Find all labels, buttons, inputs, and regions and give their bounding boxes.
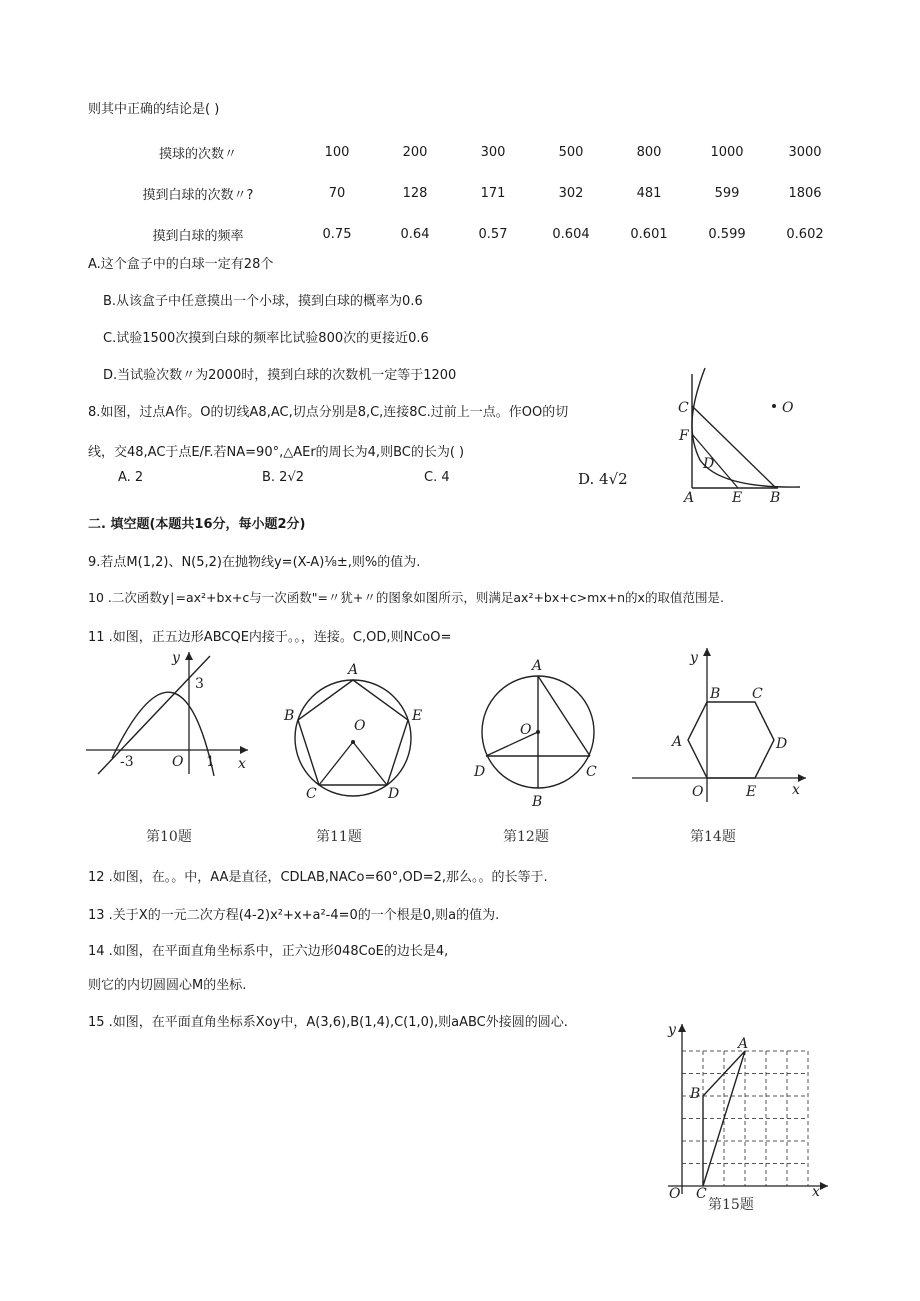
table-cell: 200 xyxy=(402,145,428,160)
q8-label-e: E xyxy=(732,490,743,504)
q8-option-b: B. 2√2 xyxy=(262,470,305,485)
table-cell: 0.602 xyxy=(786,227,824,242)
q8-label-o: O xyxy=(782,400,794,416)
table-cell: 128 xyxy=(402,186,428,201)
fig14-label-o: O xyxy=(692,784,704,800)
fig12-label-c: C xyxy=(586,764,597,780)
q15-text: 15 .如图，在平面直角坐标系Xoy中，A(3,6),B(1,4),C(1,0),则aABC外接圆的圆心. xyxy=(88,1015,568,1030)
table-cell: 1806 xyxy=(788,186,822,201)
fig15-caption: 第15题 xyxy=(708,1197,754,1213)
fig10-x-arrow-icon xyxy=(240,746,248,754)
fig10-label-3: 3 xyxy=(195,676,204,692)
table-cell: 0.599 xyxy=(708,227,746,242)
option-d: D.当试验次数〃为2000时，摸到白球的次数机一定等于1200 xyxy=(103,368,457,383)
q8-line1: 8.如图，过点A作。O的切线A8,AC,切点分别是8,C,连接8C.过前上一点。作OO的切 xyxy=(88,405,569,420)
table-cell: 300 xyxy=(480,145,506,160)
q8-option-c: C. 4 xyxy=(424,470,450,485)
q8-option-d: D. 4√2 xyxy=(578,470,628,488)
fig14-label-e: E xyxy=(746,784,757,800)
fig15-label-c: C xyxy=(696,1186,707,1198)
fig12-caption: 第12题 xyxy=(503,829,549,845)
q8-label-a: A xyxy=(684,490,695,504)
fig11-label-d: D xyxy=(388,786,400,802)
table-row xyxy=(98,214,844,255)
fig10-line xyxy=(98,656,210,774)
fig11-circle xyxy=(295,680,411,796)
table-cell: 0.57 xyxy=(478,227,508,242)
fig11-label-o: O xyxy=(354,718,366,734)
table-cell: 481 xyxy=(636,186,662,201)
q14-line2: 则它的内切圆圆心M的坐标. xyxy=(88,978,247,993)
fig11-label-b: B xyxy=(284,708,295,724)
fig14-y-arrow-icon xyxy=(703,648,711,656)
fig11 xyxy=(278,658,428,803)
table-cell: 100 xyxy=(324,145,350,160)
fig12-label-b: B xyxy=(532,794,543,810)
q12-text: 12 .如图，在。。中，AA是直径，CDLAB,NACo=60°,OD=2,那么。。的长等于. xyxy=(88,870,548,885)
q8-label-d: D xyxy=(703,456,715,472)
table-cell: 0.601 xyxy=(630,227,668,242)
fig15-label-x: x xyxy=(812,1184,820,1198)
fig14-label-a: A xyxy=(672,734,683,750)
table-row-label: 摸到白球的次数〃? xyxy=(142,188,254,203)
fig12-label-d: D xyxy=(474,764,486,780)
fig12-center-dot xyxy=(536,730,540,734)
option-a: A.这个盒子中的白球一定有28个 xyxy=(88,257,274,272)
fig12 xyxy=(470,652,610,812)
fig15-grid xyxy=(682,1051,808,1186)
fig10-label-o: O xyxy=(172,754,184,770)
fig11-label-a: A xyxy=(348,662,359,678)
fig14-label-c: C xyxy=(752,686,763,702)
q8-line2: 线，交48,AC于点E/F.若NA=90°,△AEr的周长为4,则BC的长为( ) xyxy=(88,445,465,460)
fig11-center-dot xyxy=(351,740,355,744)
fig11-line-oc xyxy=(319,742,353,785)
section-heading: 二. 填空题(本题共16分，每小题2分) xyxy=(88,517,306,532)
q8-line-bc xyxy=(692,406,776,488)
q11-text: 11 .如图，正五边形ABCQE内接于。。，连接。C,OD,则NCoO= xyxy=(88,630,452,645)
fig11-line-od xyxy=(353,742,387,785)
fig11-label-e: E xyxy=(412,708,423,724)
fig14-caption: 第14题 xyxy=(690,829,736,845)
q8-label-f: F xyxy=(679,428,689,444)
fig10-label-x: x xyxy=(238,756,246,772)
table-cell: 3000 xyxy=(788,145,822,160)
q10-text: 10 .二次函数y∣=ax²+bx+c与一次函数"=〃犹+〃的图象如图所示，则满足ax²+bx+c>mx+n的x的取值范围是. xyxy=(88,590,724,605)
fig14-label-d: D xyxy=(776,736,788,752)
q8-line-ef xyxy=(692,434,738,488)
fig14 xyxy=(630,644,810,804)
fig11-pentagon xyxy=(298,680,408,785)
table-cell: 599 xyxy=(714,186,740,201)
option-b: B.从该盒子中任意摸出一个小球，摸到白球的概率为0.6 xyxy=(103,294,423,309)
q8-figure xyxy=(670,362,812,504)
fig15-y-arrow-icon xyxy=(678,1024,686,1032)
fig12-label-o: O xyxy=(520,722,532,738)
fig10-label-y: y xyxy=(172,650,180,666)
question-intro: 则其中正确的结论是( ) xyxy=(88,102,220,117)
option-c: C.试验1500次摸到白球的频率比试验800次的更接近0.6 xyxy=(103,331,429,346)
table-row-label: 摸到白球的频率 xyxy=(152,229,244,244)
frequency-table xyxy=(98,132,844,255)
table-cell: 1000 xyxy=(710,145,744,160)
table-cell: 302 xyxy=(558,186,584,201)
fig15-label-a: A xyxy=(738,1036,749,1052)
fig10-caption: 第10题 xyxy=(146,829,192,845)
fig15-label-o: O xyxy=(669,1186,681,1198)
fig10-label-neg3: -3 xyxy=(120,754,134,770)
q8-label-c: C xyxy=(678,400,689,416)
fig12-line-ac xyxy=(538,676,590,756)
fig15 xyxy=(664,1018,834,1198)
table-cell: 500 xyxy=(558,145,584,160)
table-cell: 70 xyxy=(328,186,346,201)
table-cell: 0.64 xyxy=(400,227,430,242)
q8-label-b: B xyxy=(770,490,781,504)
fig10 xyxy=(84,648,254,778)
table-cell: 0.75 xyxy=(322,227,352,242)
fig12-label-a: A xyxy=(532,658,543,674)
fig15-label-b: B xyxy=(690,1086,701,1102)
table-cell: 0.604 xyxy=(552,227,590,242)
fig14-label-b: B xyxy=(710,686,721,702)
table-row xyxy=(98,132,844,173)
fig10-y-arrow-icon xyxy=(185,652,193,660)
table-cell: 800 xyxy=(636,145,662,160)
fig15-label-y: y xyxy=(668,1022,676,1038)
table-row-label: 摸球的次数〃 xyxy=(158,147,237,162)
fig11-caption: 第11题 xyxy=(316,829,362,845)
fig11-label-c: C xyxy=(306,786,317,802)
table-row xyxy=(98,173,844,214)
fig15-x-arrow-icon xyxy=(820,1182,828,1190)
fig14-hexagon xyxy=(688,702,774,778)
q9-text: 9.若点M(1,2)、N(5,2)在抛物线y=(X-A)⅛±,则%的值为. xyxy=(88,555,421,570)
q8-center-dot xyxy=(772,404,776,408)
q14-line1: 14 .如图，在平面直角坐标系中，正六边形048CoE的边长是4, xyxy=(88,944,449,959)
fig10-label-1: 1 xyxy=(206,754,215,770)
q13-text: 13 .关于X的一元二次方程(4-2)x²+x+a²-4=0的一个根是0,则a的值为. xyxy=(88,908,500,923)
fig14-label-x: x xyxy=(792,782,800,798)
table-cell: 171 xyxy=(480,186,506,201)
fig14-label-y: y xyxy=(690,650,698,666)
fig14-x-arrow-icon xyxy=(798,774,806,782)
q8-option-a: A. 2 xyxy=(118,470,144,485)
